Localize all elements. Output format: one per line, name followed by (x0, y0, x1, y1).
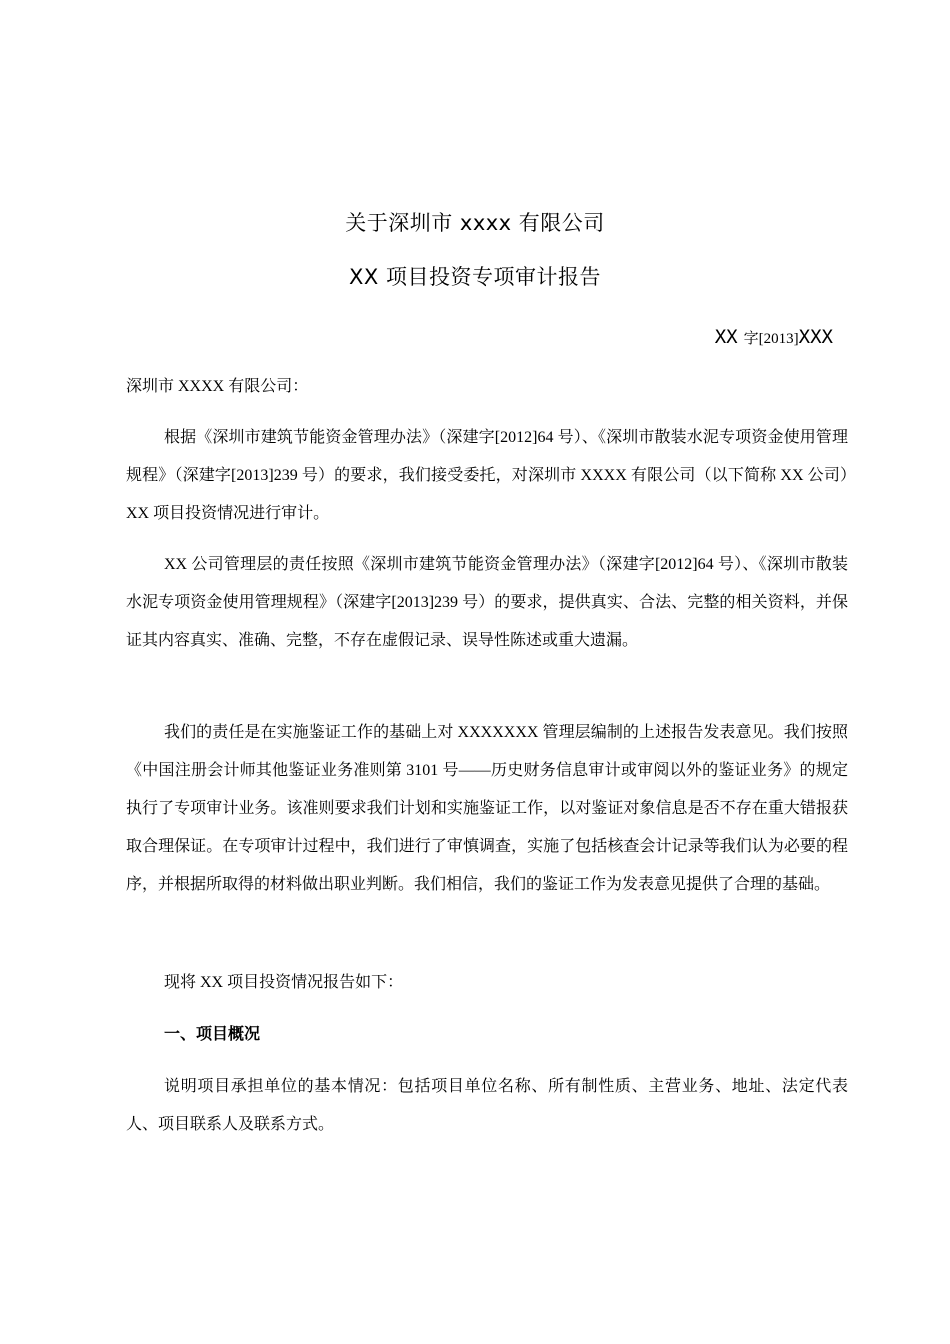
section-heading: 一、项目概况 (164, 1024, 261, 1043)
report-title-line1: 关于深圳市 xxxx 有限公司 (345, 211, 605, 235)
paragraph-project-overview: 说明项目承担单位的基本情况：包括项目单位名称、所有制性质、主营业务、地址、法定代表人、项目联系人及联系方式。 (126, 1078, 848, 1133)
paragraph-report-intro: 现将 XX 项目投资情况报告如下： (164, 974, 404, 991)
paragraph-auditor-responsibility: 我们的责任是在实施鉴证工作的基础上对 XXXXXXX 管理层编制的上述报告发表意见。我们按照《中国注册会计师其他鉴证业务准则第 3101 号——历史财务信息审计或审阅以外的鉴证业务》的规定执行了专项审计业务。该准则要求我们计划和实施鉴证工作，以对鉴证对象信息是否不存在重大错报获取合理保证。在专项审计过程中，我们进行了审慎调查，实施了包括核查会计记录等我们认为必要的程序，并根据所取得的材料做出职业判断。我们相信，我们的鉴证工作为发表意见提供了合理的基础。 (126, 724, 848, 893)
document-number-suffix: XXX (798, 326, 833, 348)
report-title-line2: XX 项目投资专项审计报告 (349, 265, 601, 289)
paragraph-engagement: 根据《深圳市建筑节能资金管理办法》（深建字[2012]64 号）、《深圳市散装水泥专项资金使用管理规程》（深建字[2013]239 号）的要求，我们接受委托，对深圳市 XXXX 有限公司（以下简称 XX 公司）XX 项目投资情况进行审计。 (126, 429, 848, 522)
paragraph-management-responsibility: XX 公司管理层的责任按照《深圳市建筑节能资金管理办法》（深建字[2012]64 号）、《深圳市散装水泥专项资金使用管理规程》（深建字[2013]239 号）的要求，提供真实、合法、完整的相关资料，并保证其内容真实、准确、完整，不存在虚假记录、误导性陈述或重大遗漏。 (126, 556, 848, 649)
document-number (715, 322, 833, 354)
addressee: 深圳市 XXXX 有限公司： (126, 378, 309, 395)
document-number-prefix: XX (714, 326, 738, 348)
document-number-middle: 字[2013] (743, 331, 799, 347)
